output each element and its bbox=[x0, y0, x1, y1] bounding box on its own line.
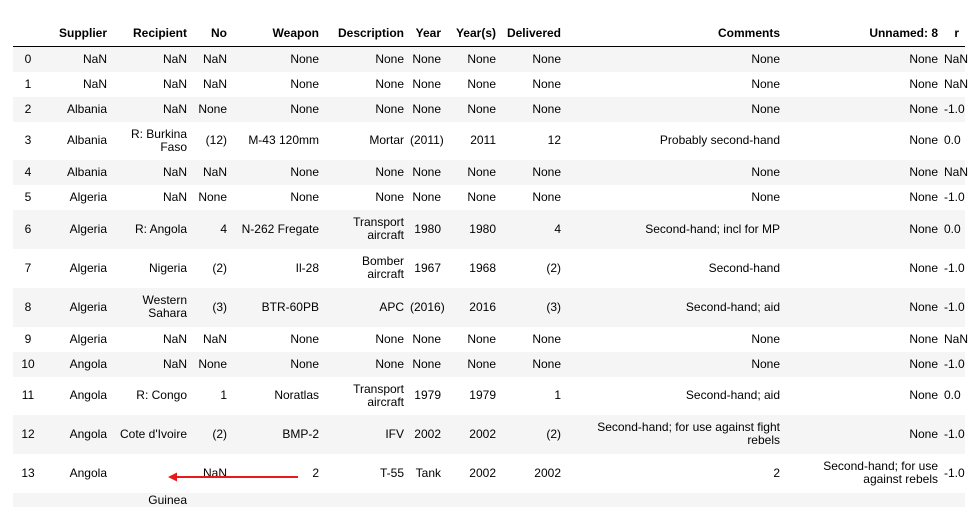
table-cell: NaN bbox=[944, 164, 969, 179]
table-row bbox=[13, 72, 965, 97]
table-cell: Algeria bbox=[69, 331, 107, 346]
row-index: 11 bbox=[21, 388, 35, 402]
table-cell: Albania bbox=[66, 133, 107, 147]
table-cell: NaN bbox=[202, 51, 227, 66]
table-cell: None bbox=[467, 51, 496, 66]
table-cell: None bbox=[909, 260, 938, 275]
table-cell: Second-hand; incl for MP bbox=[645, 221, 780, 236]
table-cell: NaN bbox=[202, 465, 227, 480]
table-cell: R: Burkina Faso bbox=[130, 126, 187, 154]
table-cell: None bbox=[290, 331, 319, 346]
table-cell: None bbox=[909, 331, 938, 346]
table-cell: None bbox=[375, 331, 404, 346]
row-index: 9 bbox=[24, 331, 32, 346]
table-cell: NaN bbox=[944, 51, 969, 66]
column-header: Supplier bbox=[43, 20, 113, 47]
column-header: Delivered bbox=[502, 20, 567, 47]
column-header: Unnamed: 8 bbox=[786, 20, 944, 47]
row-index: 12 bbox=[21, 426, 35, 441]
table-cell: Second-hand; for use against rebels bbox=[823, 459, 938, 486]
table-cell: None bbox=[909, 221, 938, 236]
row-index: 1 bbox=[24, 76, 32, 91]
table-cell: 2002 bbox=[469, 465, 496, 480]
table-cell: None bbox=[467, 164, 496, 179]
table-cell: -1.0 bbox=[944, 299, 965, 314]
row-index: 3 bbox=[24, 133, 32, 147]
table-cell: NaN bbox=[162, 76, 187, 91]
table-row bbox=[13, 47, 965, 72]
table-cell: 4 bbox=[220, 221, 227, 236]
table-cell: 1968 bbox=[469, 260, 496, 275]
row-index: 5 bbox=[24, 189, 32, 204]
table-cell: (2) bbox=[546, 260, 561, 275]
table-cell: Angola bbox=[69, 388, 107, 402]
table-cell: None bbox=[467, 76, 496, 91]
table-cell: Tank bbox=[415, 465, 441, 480]
table-cell: Algeria bbox=[69, 221, 107, 236]
column-header: Recipient bbox=[113, 20, 193, 47]
table-cell: None bbox=[467, 331, 496, 346]
column-header-index bbox=[13, 20, 43, 47]
table-cell: None bbox=[532, 331, 561, 346]
column-header: r bbox=[944, 20, 965, 47]
table-cell: None bbox=[751, 331, 780, 346]
table-cell: Nigeria bbox=[148, 260, 187, 275]
table-cell: Cote d'Ivoire bbox=[120, 426, 187, 441]
table-cell: None bbox=[375, 76, 404, 91]
table-cell: None bbox=[290, 356, 319, 371]
table-cell: None bbox=[375, 101, 404, 116]
table-cell: 1 bbox=[220, 388, 227, 402]
table-cell: R: Congo bbox=[136, 388, 187, 402]
table-cell: None bbox=[532, 76, 561, 91]
row-index: 7 bbox=[24, 260, 32, 275]
table-cell: None bbox=[198, 356, 227, 371]
table-row bbox=[13, 415, 965, 454]
table-row bbox=[13, 97, 965, 122]
table-cell: None bbox=[412, 101, 441, 116]
table-cell: Probably second-hand bbox=[659, 133, 780, 147]
table-cell: 4 bbox=[554, 221, 561, 236]
table-cell: 12 bbox=[547, 133, 561, 147]
table-row bbox=[13, 454, 965, 493]
row-index: 0 bbox=[24, 51, 32, 66]
table-cell: R: Angola bbox=[134, 221, 187, 236]
table-cell: BTR-60PB bbox=[261, 299, 319, 314]
table-cell: NaN bbox=[162, 189, 187, 204]
table-row bbox=[13, 122, 965, 160]
table-cell: None bbox=[375, 51, 404, 66]
table-cell: (12) bbox=[205, 133, 227, 147]
table-cell: Western Sahara bbox=[142, 293, 187, 320]
row-index: 6 bbox=[24, 221, 32, 236]
table-cell: None bbox=[412, 189, 441, 204]
table-cell: Albania bbox=[66, 101, 107, 116]
table-cell: NaN bbox=[944, 331, 969, 346]
table-cell: None bbox=[467, 356, 496, 371]
table-cell: IFV bbox=[385, 426, 404, 441]
table-cell: 0.0 bbox=[944, 133, 961, 147]
table-cell: None bbox=[412, 164, 441, 179]
table-cell: -1.0 bbox=[944, 260, 965, 275]
table-cell: Algeria bbox=[69, 260, 107, 275]
table-cell: -1.0 bbox=[944, 426, 965, 441]
table-cell: None bbox=[909, 299, 938, 314]
table-cell: None bbox=[375, 164, 404, 179]
table-cell: None bbox=[751, 356, 780, 371]
table-cell: None bbox=[909, 51, 938, 66]
table-cell bbox=[193, 493, 233, 507]
table-row bbox=[13, 377, 965, 415]
table-cell: None bbox=[198, 189, 227, 204]
table-cell: 1980 bbox=[469, 221, 496, 236]
table-cell: 0.0 bbox=[944, 221, 961, 236]
column-header: Year(s) bbox=[447, 20, 502, 47]
table-cell: (2) bbox=[546, 426, 561, 441]
table-cell: (3) bbox=[212, 299, 227, 314]
table-row bbox=[13, 288, 965, 327]
table-cell: None bbox=[412, 76, 441, 91]
table-cell: None bbox=[290, 76, 319, 91]
table-cell: 2002 bbox=[414, 426, 441, 441]
table-cell: 2002 bbox=[534, 465, 561, 480]
table-cell: T-55 bbox=[379, 465, 404, 480]
dataframe-view bbox=[13, 20, 969, 507]
table-cell: NaN bbox=[944, 76, 969, 91]
table-cell bbox=[43, 493, 113, 507]
table-cell: None bbox=[375, 356, 404, 371]
table-cell: None bbox=[290, 164, 319, 179]
table-row bbox=[13, 493, 965, 507]
column-header: Description bbox=[325, 20, 410, 47]
table-cell: (2011) bbox=[410, 133, 444, 147]
table-cell: None bbox=[467, 189, 496, 204]
table-cell bbox=[113, 454, 193, 493]
table-cell: None bbox=[909, 101, 938, 116]
table-cell: BMP-2 bbox=[282, 426, 319, 441]
table-cell: Noratlas bbox=[274, 388, 319, 402]
column-header: Year bbox=[410, 20, 447, 47]
table-cell: Second-hand; aid bbox=[685, 388, 780, 402]
table-cell: NaN bbox=[82, 51, 107, 66]
table-cell: None bbox=[909, 133, 938, 147]
table-cell: 0.0 bbox=[944, 388, 961, 402]
dataframe-table bbox=[13, 20, 969, 507]
table-cell: None bbox=[751, 101, 780, 116]
table-cell: Albania bbox=[66, 164, 107, 179]
table-cell: Bomber aircraft bbox=[361, 254, 404, 281]
table-cell: Second-hand; aid bbox=[685, 299, 780, 314]
table-cell: 1 bbox=[554, 388, 561, 402]
table-row bbox=[13, 185, 965, 210]
table-cell: Il-28 bbox=[295, 260, 319, 275]
table-cell: None bbox=[532, 164, 561, 179]
table-cell: 2011 bbox=[470, 133, 496, 147]
table-cell bbox=[325, 493, 410, 507]
table-cell: 2 bbox=[312, 465, 319, 480]
table-cell: None bbox=[290, 101, 319, 116]
table-cell: Algeria bbox=[69, 189, 107, 204]
table-cell: NaN bbox=[162, 101, 187, 116]
table-cell: None bbox=[290, 51, 319, 66]
table-header-row bbox=[13, 20, 965, 47]
table-cell bbox=[410, 493, 447, 507]
row-index: 4 bbox=[24, 164, 32, 179]
table-cell: M-43 120mm bbox=[248, 133, 319, 147]
table-cell: 2002 bbox=[469, 426, 496, 441]
row-index: 10 bbox=[21, 356, 35, 371]
table-cell: None bbox=[909, 164, 938, 179]
table-cell: Second-hand bbox=[708, 260, 780, 275]
table-cell bbox=[502, 493, 567, 507]
table-cell: None bbox=[375, 189, 404, 204]
table-cell: None bbox=[909, 356, 938, 371]
table-cell: None bbox=[751, 76, 780, 91]
table-cell: None bbox=[909, 426, 938, 441]
table-body bbox=[13, 47, 969, 507]
table-cell bbox=[447, 493, 502, 507]
table-cell: None bbox=[751, 189, 780, 204]
table-cell: None bbox=[909, 76, 938, 91]
table-cell: 1967 bbox=[414, 260, 441, 275]
table-cell: (2) bbox=[212, 426, 227, 441]
table-cell: None bbox=[412, 331, 441, 346]
table-cell: None bbox=[412, 356, 441, 371]
table-cell: None bbox=[290, 189, 319, 204]
table-cell: None bbox=[532, 101, 561, 116]
table-cell: -1.0 bbox=[944, 356, 965, 371]
table-cell: -1.0 bbox=[944, 189, 965, 204]
table-cell: APC bbox=[379, 299, 404, 314]
table-cell: Guinea bbox=[148, 492, 187, 507]
table-cell: None bbox=[467, 101, 496, 116]
table-cell: None bbox=[909, 388, 938, 402]
table-cell: Mortar bbox=[369, 133, 404, 147]
table-cell bbox=[786, 493, 944, 507]
table-cell: NaN bbox=[82, 76, 107, 91]
row-index: 13 bbox=[21, 465, 35, 480]
table-cell bbox=[944, 493, 965, 507]
table-row bbox=[13, 249, 965, 288]
table-cell: 1979 bbox=[469, 388, 496, 402]
table-cell: Angola bbox=[69, 356, 107, 371]
table-cell: (3) bbox=[546, 299, 561, 314]
column-header: No bbox=[193, 20, 233, 47]
table-cell: 1979 bbox=[414, 388, 441, 402]
table-cell: 2016 bbox=[469, 299, 496, 314]
table-cell: None bbox=[532, 356, 561, 371]
table-cell bbox=[233, 493, 325, 507]
table-cell: Transport aircraft bbox=[353, 381, 404, 409]
table-cell: -1.0 bbox=[944, 465, 965, 480]
row-index bbox=[13, 493, 43, 507]
table-cell: (2) bbox=[212, 260, 227, 275]
table-cell: NaN bbox=[162, 331, 187, 346]
row-index: 8 bbox=[24, 299, 32, 314]
table-cell: 2 bbox=[773, 465, 780, 480]
table-cell: NaN bbox=[162, 356, 187, 371]
table-cell: NaN bbox=[202, 76, 227, 91]
table-cell: Second-hand; for use against fight rebels bbox=[597, 420, 780, 447]
table-cell: N-262 Fregate bbox=[241, 221, 319, 236]
column-header: Weapon bbox=[233, 20, 325, 47]
table-cell: Angola bbox=[69, 426, 107, 441]
table-cell: 1980 bbox=[414, 221, 441, 236]
table-cell: NaN bbox=[162, 51, 187, 66]
table-cell: None bbox=[909, 189, 938, 204]
table-cell bbox=[567, 493, 786, 507]
table-cell: None bbox=[412, 51, 441, 66]
table-cell: None bbox=[751, 51, 780, 66]
row-index: 2 bbox=[24, 101, 32, 116]
table-cell: -1.0 bbox=[944, 101, 965, 116]
table-row bbox=[13, 160, 965, 185]
table-cell: None bbox=[198, 101, 227, 116]
table-cell: None bbox=[532, 189, 561, 204]
table-row bbox=[13, 210, 965, 249]
table-cell: NaN bbox=[202, 164, 227, 179]
table-cell: NaN bbox=[202, 331, 227, 346]
table-cell: None bbox=[751, 164, 780, 179]
table-cell: None bbox=[532, 51, 561, 66]
table-cell: NaN bbox=[162, 164, 187, 179]
table-row bbox=[13, 352, 965, 377]
table-cell: Angola bbox=[69, 465, 107, 480]
column-header: Comments bbox=[567, 20, 786, 47]
table-cell: Transport aircraft bbox=[353, 215, 404, 242]
table-cell: (2016) bbox=[410, 299, 445, 314]
table-row bbox=[13, 327, 965, 352]
table-cell: Algeria bbox=[69, 299, 107, 314]
